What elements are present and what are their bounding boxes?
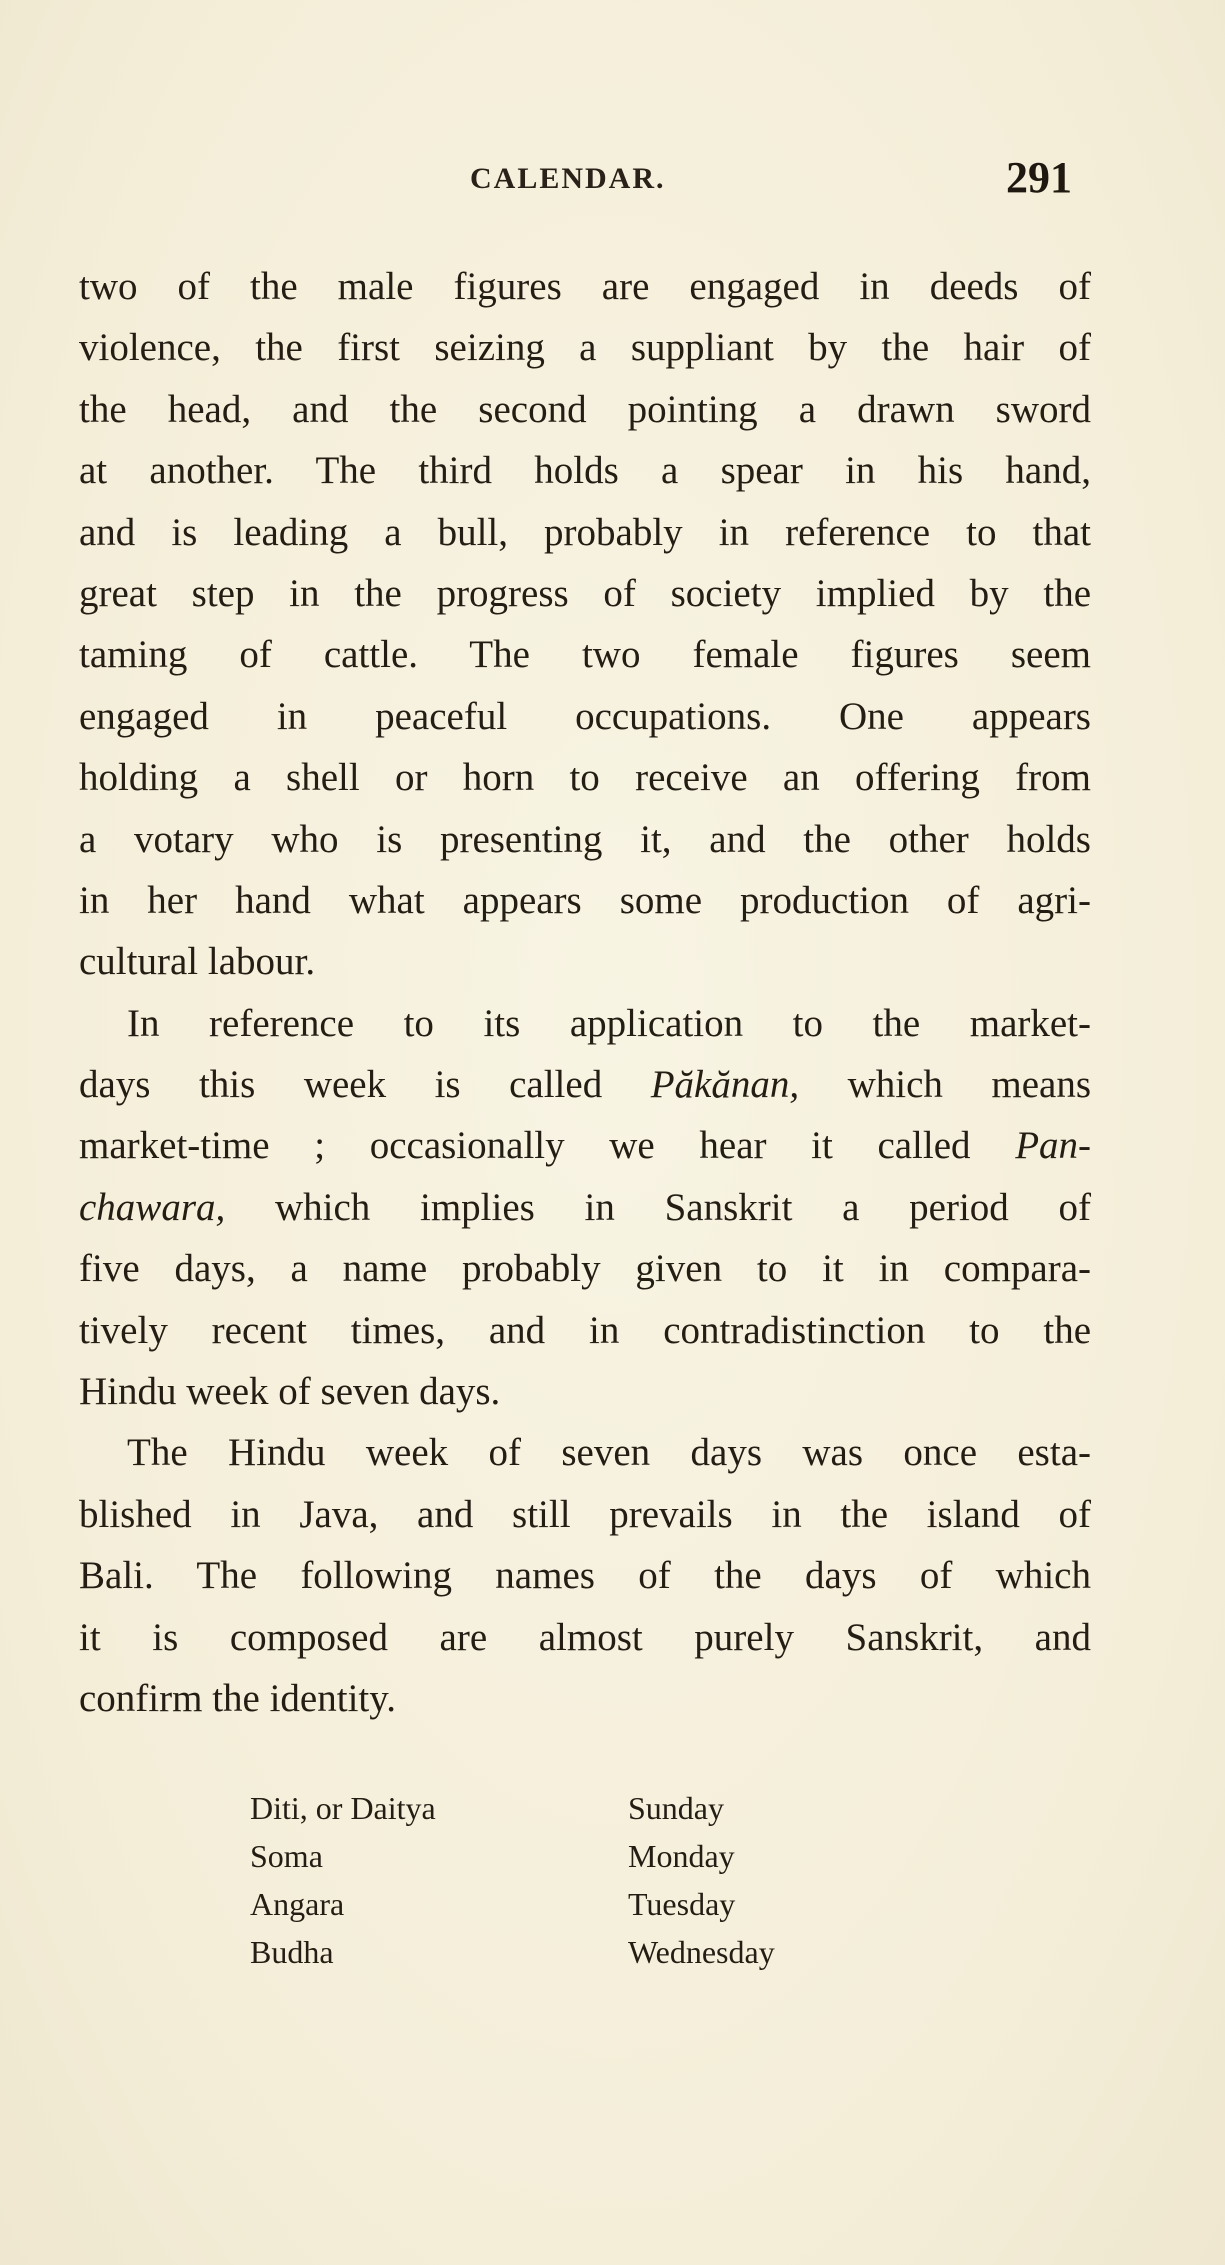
text-line: the head, and the second pointing a drawn sword — [79, 387, 1091, 431]
table-row — [250, 1832, 850, 1880]
text-line: at another. The third holds a spear in his hand, — [79, 449, 1091, 493]
text-line: a votary who is presenting it, and the other holds — [79, 817, 1091, 861]
italic-term-pakanan: Păkănan, — [650, 1063, 800, 1107]
sanskrit-day-name: Angara — [250, 1886, 345, 1922]
text-line: two of the male figures are engaged in deeds of — [79, 265, 1091, 308]
running-head-title: CALENDAR. — [470, 162, 666, 195]
days-of-week-table — [250, 1784, 850, 1976]
english-day-name: Sunday — [628, 1790, 724, 1826]
text-line: in her hand what appears some production of agri- — [79, 878, 1091, 922]
text-line: In reference to its application to the market- — [127, 1001, 1091, 1045]
text-line: confirm the identity. — [79, 1676, 396, 1720]
text-line: great step in the progress of society implied by the — [79, 571, 1091, 615]
text-run: market-time ; occasionally we hear it called — [79, 1124, 1016, 1168]
sanskrit-day-name: Soma — [250, 1838, 323, 1874]
text-line: blished in Java, and still prevails in the island of — [79, 1492, 1091, 1536]
sanskrit-day-name: Budha — [250, 1934, 334, 1970]
text-line — [79, 1115, 1091, 1176]
italic-term-chawara: chawara, — [79, 1185, 226, 1229]
paragraph-3 — [79, 1422, 1091, 1729]
text-line — [79, 1054, 1091, 1115]
english-day-name: Monday — [628, 1838, 735, 1874]
paragraph-2 — [79, 993, 1091, 1423]
text-line: and is leading a bull, probably in reference to that — [79, 510, 1091, 554]
text-line: engaged in peaceful occupations. One appears — [79, 694, 1091, 738]
english-day-name: Tuesday — [628, 1886, 736, 1922]
page-number: 291 — [1006, 153, 1072, 202]
text-line — [79, 1177, 1091, 1238]
text-line: taming of cattle. The two female figures seem — [79, 633, 1091, 677]
text-line: The Hindu week of seven days was once esta- — [127, 1431, 1091, 1475]
english-day-name: Wednesday — [628, 1934, 775, 1970]
text-run: which implies in Sanskrit a period of — [225, 1185, 1091, 1229]
text-run: days this week is called — [79, 1063, 651, 1107]
text-line: violence, the first seizing a suppliant by the hair of — [79, 326, 1091, 370]
table-row — [250, 1784, 850, 1832]
body-text — [79, 256, 1091, 1729]
paragraph-1 — [79, 256, 1091, 993]
text-line: five days, a name probably given to it in compara- — [79, 1247, 1091, 1291]
text-line: Hindu week of seven days. — [79, 1370, 501, 1414]
table-row — [250, 1880, 850, 1928]
text-line: it is composed are almost purely Sanskrit, and — [79, 1615, 1091, 1659]
running-head — [0, 153, 1225, 208]
text-run: which means — [799, 1063, 1091, 1107]
text-line: cultural labour. — [79, 940, 316, 984]
sanskrit-day-name: Diti, or Daitya — [250, 1790, 436, 1826]
text-line: Bali. The following names of the days of which — [79, 1554, 1091, 1598]
table-row — [250, 1928, 850, 1976]
italic-term-pan: Pan- — [1015, 1124, 1091, 1168]
text-line: holding a shell or horn to receive an offering from — [79, 756, 1091, 800]
text-line: tively recent times, and in contradistinction to the — [79, 1308, 1091, 1352]
